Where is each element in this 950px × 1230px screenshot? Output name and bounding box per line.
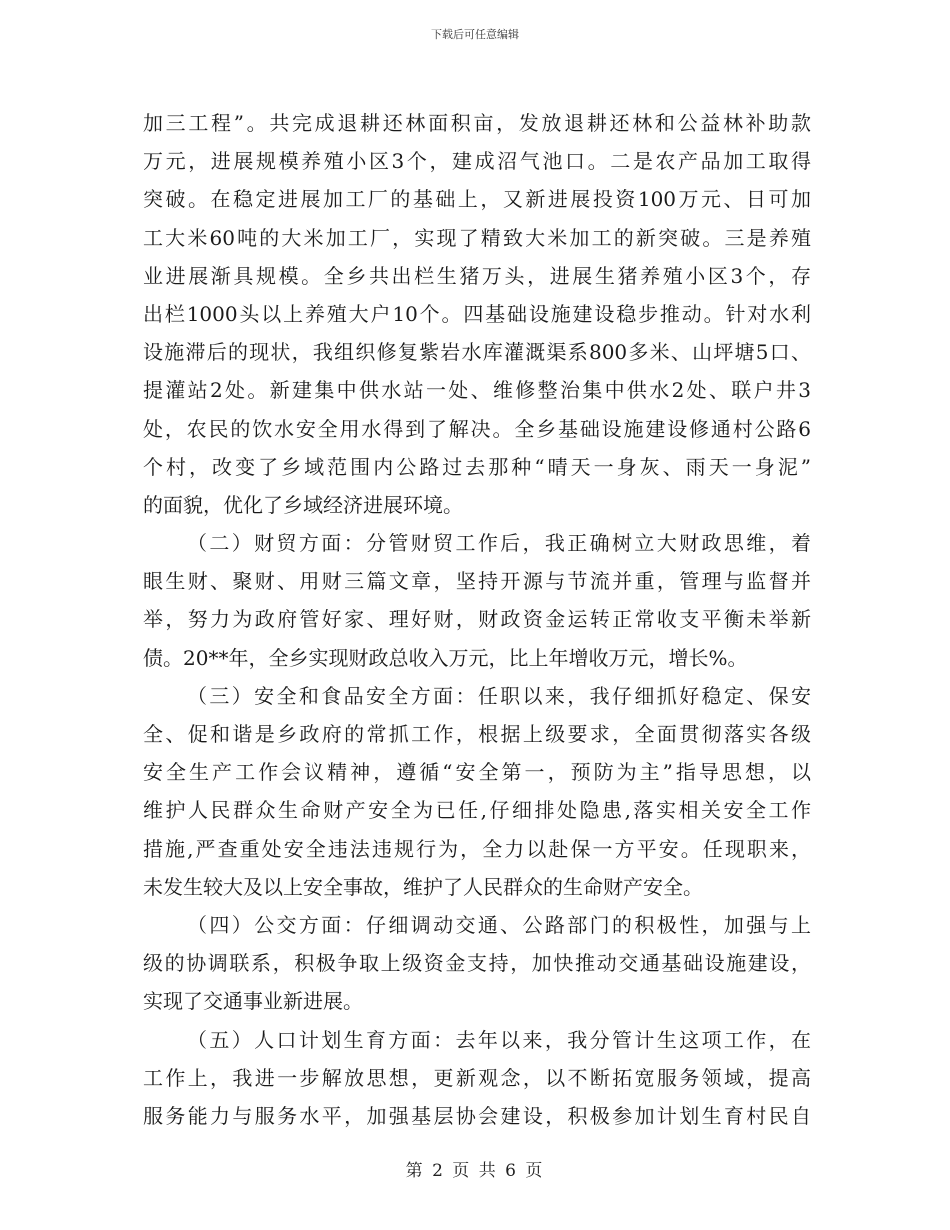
page-number-footer: 第 2 页 共 6 页 [405,1161,545,1181]
body-line: 业进展渐具规模。全乡共出栏生猪万头，进展生猪养殖小区3个，存 [143,263,811,288]
body-line: 实现了交通事业新进展。 [143,989,363,1014]
body-line: 措施,严查重处安全违法违规行为，全力以赴保一方平安。任现职来， [143,836,811,861]
body-line: 债。20**年，全乡实现财政总收入万元，比上年增收万元，增长%。 [143,645,748,670]
body-line: 的面貌，优化了乡域经济进展环境。 [143,492,463,517]
body-line: 突破。在稳定进展加工厂的基础上，又新进展投资100万元、日可加 [143,187,811,212]
paragraph-start-line: （四）公交方面：仔细调动交通、公路部门的积极性，加强与上 [187,912,811,937]
paragraph-start-line: （五）人口计划生育方面：去年以来，我分管计生这项工作，在 [187,1027,811,1052]
body-line: 维护人民群众生命财产安全为已任,仔细排处隐患,落实相关安全工作 [143,798,811,823]
body-line: 眼生财、聚财、用财三篇文章，坚持开源与节流并重，管理与监督并 [143,569,811,594]
paragraph-start-line: （二）财贸方面：分管财贸工作后，我正确树立大财政思维，着 [187,531,811,556]
body-line: 万元，进展规模养殖小区3个，建成沼气池口。二是农产品加工取得 [143,149,811,174]
body-line: 服务能力与服务水平，加强基层协会建设，积极参加计划生育村民自 [143,1103,811,1128]
body-line: 未发生较大及以上安全事故，维护了人民群众的生命财产安全。 [143,874,703,899]
page-header-note: 下载后可任意编辑 [431,28,519,41]
body-line: 工大米60吨的大米加工厂，实现了精致大米加工的新突破。三是养殖 [143,225,811,250]
body-line: 设施滞后的现状，我组织修复紫岩水库灌溉渠系800多米、山坪塘5口、 [143,340,811,365]
document-body [143,104,811,1135]
body-line: 出栏1000头以上养殖大户10个。四基础设施建设稳步推动。针对水利 [143,301,811,326]
body-line: 全、促和谐是乡政府的常抓工作，根据上级要求，全面贯彻落实各级 [143,722,811,746]
paragraph-start-line: （三）安全和食品安全方面：任职以来，我仔细抓好稳定、保安 [187,683,811,708]
body-line: 提灌站2处。新建集中供水站一处、维修整治集中供水2处、联户井3 [143,378,811,403]
body-line: 处，农民的饮水安全用水得到了解决。全乡基础设施建设修通村公路6 [143,416,811,441]
body-line: 工作上，我进一步解放思想，更新观念，以不断拓宽服务领域，提高 [143,1065,811,1090]
body-line: 安全生产工作会议精神，遵循“安全第一，预防为主”指导思想，以 [143,760,811,785]
body-line: 个村，改变了乡域范围内公路过去那种“晴天一身灰、雨天一身泥” [143,454,811,479]
body-line: 加三工程”。共完成退耕还林面积亩，发放退耕还林和公益林补助款 [143,111,811,135]
body-line: 级的协调联系，积极争取上级资金支持，加快推动交通基础设施建设， [143,951,811,976]
body-line: 举，努力为政府管好家、理好财，财政资金运转正常收支平衡未举新 [143,607,811,632]
